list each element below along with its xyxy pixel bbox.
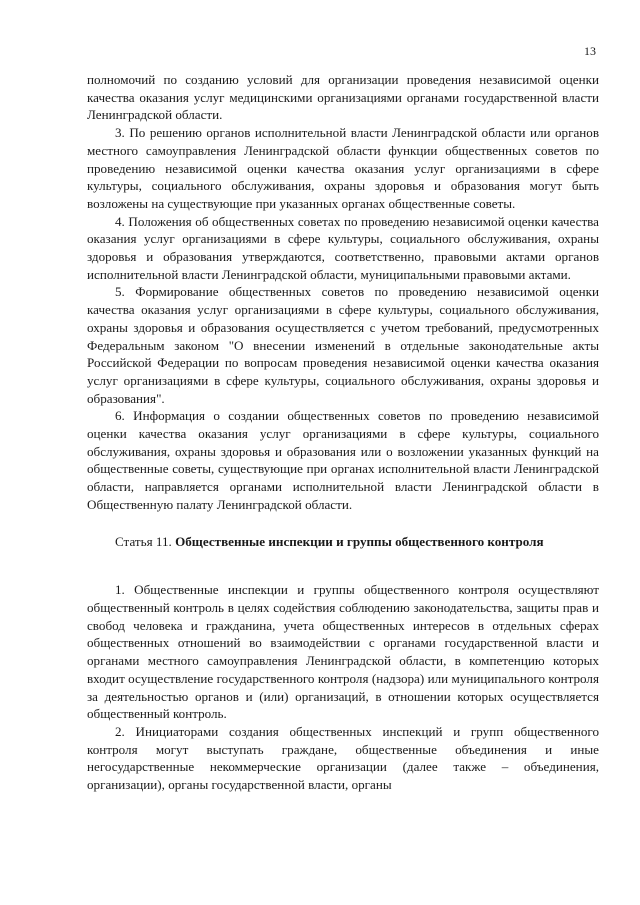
paragraph: 3. По решению органов исполнительной власти Ленинградской области или органов местного самоуправления Ленинградской области функции общественных советов по проведению независимой оценки качества оказания услуг организациями в сфере культуры, социального обслуживания, охраны здоровья и образования могут быть возложены на существующие при указанных органах общественные советы. bbox=[87, 125, 599, 211]
paragraph: 5. Формирование общественных советов по проведению независимой оценки качества оказания услуг организациями в сфере культуры, социального обслуживания, охраны здоровья и образования осуществляется с учетом требований, предусмотренных Федеральным законом "О внесении изменений в отдельные законодательные акты Российской Федерации по вопросам проведения независимой оценки качества оказания услуг организациями в сфере культуры, социального обслуживания, охраны здоровья и образования". bbox=[87, 284, 599, 406]
paragraph: полномочий по созданию условий для организации проведения независимой оценки качества оказания услуг медицинскими организациями органами государственной власти Ленинградской области. bbox=[87, 72, 599, 123]
paragraph: 6. Информация о создании общественных советов по проведению независимой оценки качества оказания услуг организациями в сфере культуры, социального обслуживания, охраны здоровья и образования или о возложении указанных функций на общественные советы, существующие при органах исполнительной власти Ленинградской области, направляется органами исполнительной власти Ленинградской области в Общественную палату Ленинградской области. bbox=[87, 408, 599, 512]
page-number: 13 bbox=[584, 44, 596, 58]
article-heading bbox=[87, 533, 599, 551]
paragraph: 1. Общественные инспекции и группы общественного контроля осуществляют общественный контроль в целях содействия соблюдению законодательства, защиты прав и свобод человека и гражданина, учета общественных интересов в отдельных сферах общественных отношений во взаимодействии с органами государственной власти и органами местного самоуправления Ленинградской области, в компетенцию которых входит осуществление государственного контроля (надзора) или муниципального контроля за деятельностью органов и (или) организаций, в отношении которых осуществляется общественный контроль. bbox=[87, 582, 599, 722]
paragraph: 4. Положения об общественных советах по проведению независимой оценки качества оказания услуг организациями в сфере культуры, социального обслуживания, охраны здоровья и образования утверждаются, соответственно, правовыми актами органов исполнительной власти Ленинградской области, муниципальными правовыми актами. bbox=[87, 213, 599, 282]
article-title: Общественные инспекции и группы общественного контроля bbox=[175, 533, 544, 549]
paragraph: 2. Инициаторами создания общественных инспекций и групп общественного контроля могут выступать граждане, общественные объединения и иные негосударственные некоммерческие организации (далее также – объединения, организации), органы государственной власти, органы bbox=[87, 723, 599, 793]
document-body bbox=[87, 71, 599, 794]
article-label: Статья 11. bbox=[115, 533, 172, 549]
